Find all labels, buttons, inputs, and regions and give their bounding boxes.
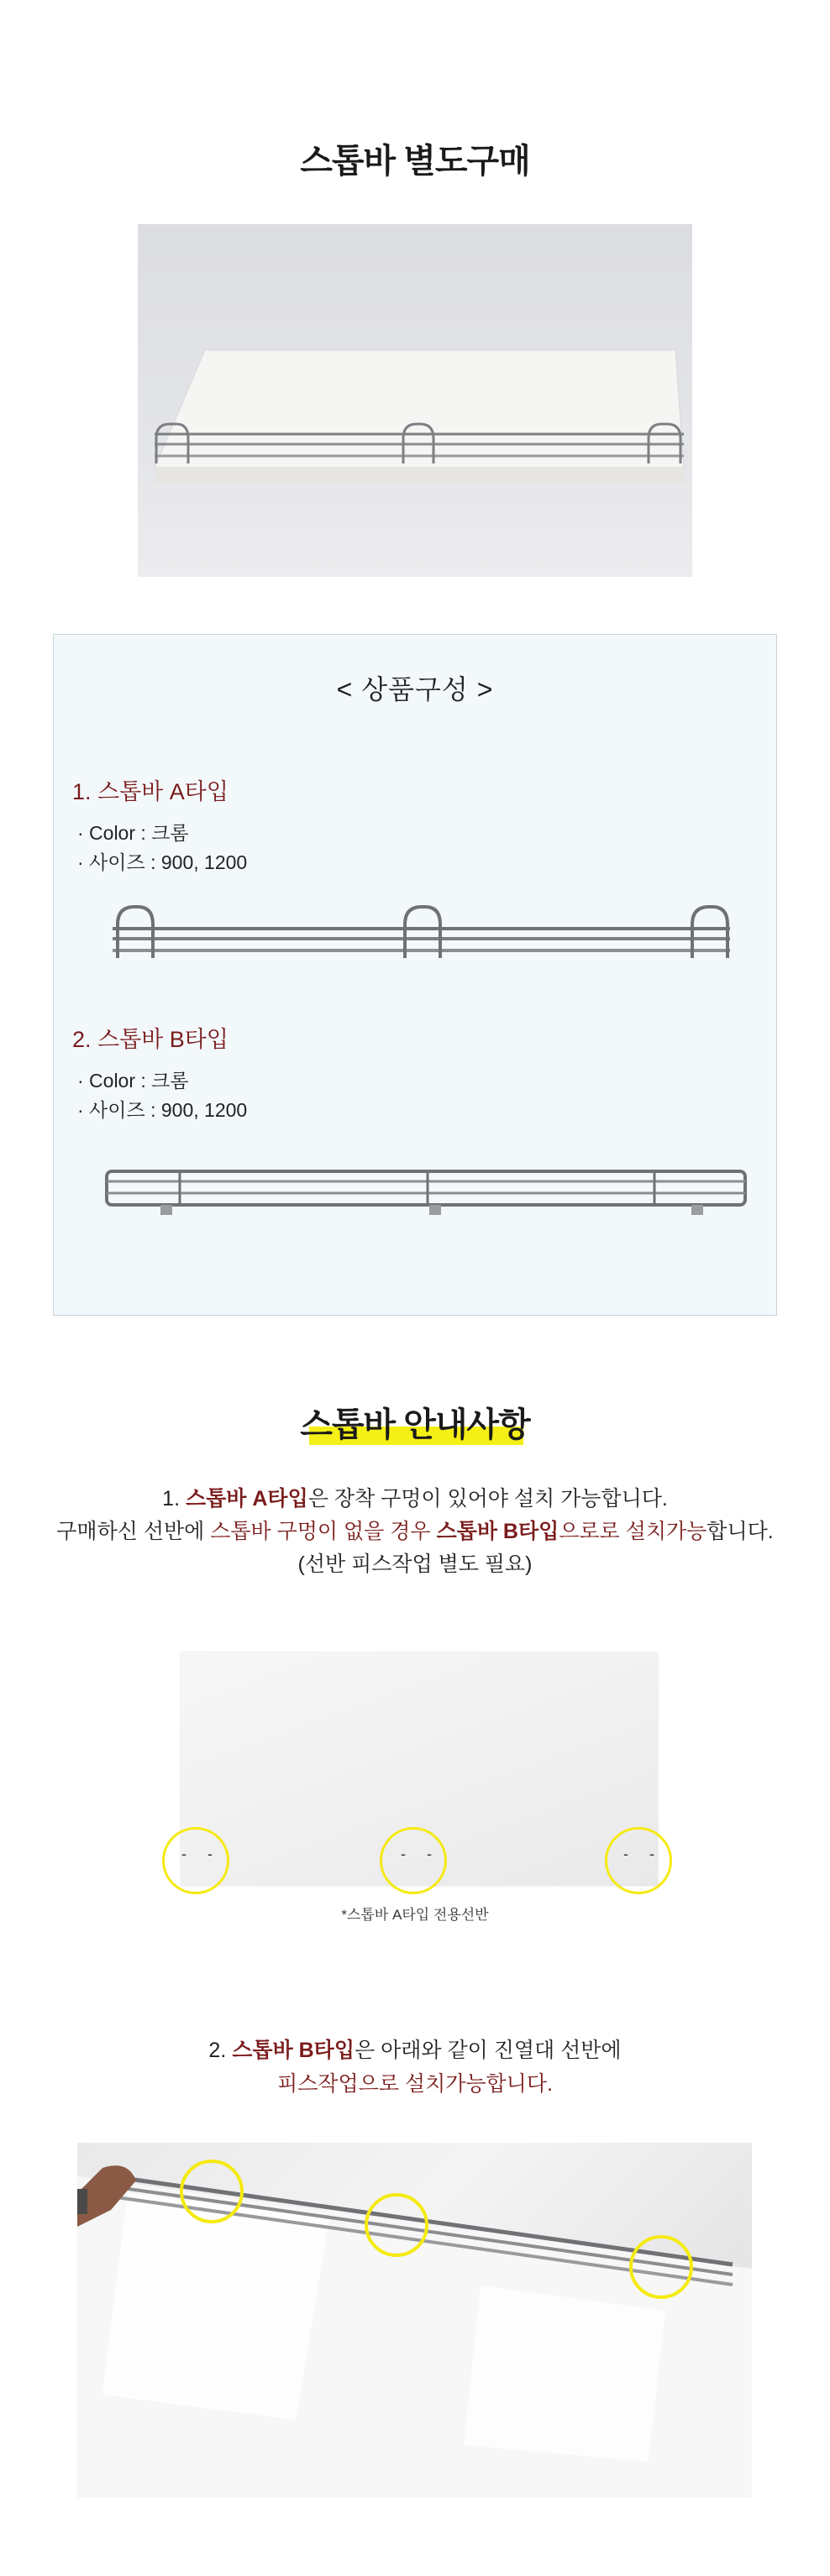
installation-photo: [77, 2143, 752, 2498]
composition-heading: < 상품구성 >: [336, 674, 494, 704]
installation-photo-image: [77, 2143, 752, 2498]
guide-b-line-1-type-b: 스톱바 B타입: [232, 2039, 355, 2062]
guide-line-1: [0, 1482, 830, 1512]
shelf-with-stopbar-image: [138, 224, 692, 577]
guide-line-1-type-a: 스톱바 A타입: [185, 1487, 308, 1511]
guide-b-line-1-prefix: 2.: [208, 2039, 233, 2062]
guide-line-3: (선반 피스작업 별도 필요): [297, 1552, 533, 1576]
guide-line-2-part-d: 으로로 설치가능: [559, 1520, 707, 1543]
stopbar-a-image: [104, 895, 743, 962]
guide-line-1-prefix: 1.: [162, 1487, 186, 1511]
guide-title: 스톱바 안내사항: [300, 1406, 530, 1443]
guide-b-line-1-rest: 은 아래와 같이 진열대 선반에: [354, 2039, 622, 2062]
type-b-size: · 사이즈 : 900, 1200: [77, 1099, 248, 1121]
holes-center: - -: [401, 1846, 440, 1862]
guide-line-2-part-b: 스톱바 구멍이 없을 경우: [210, 1520, 437, 1543]
guide-b-line-1: [0, 2034, 830, 2064]
guide-line-2-part-a: 구매하신 선반에: [56, 1520, 211, 1543]
panel-caption: *스톱바 A타입 전용선반: [341, 1907, 489, 1923]
page-title: 스톱바 별도구매: [300, 143, 530, 180]
type-a-size: · 사이즈 : 900, 1200: [77, 851, 248, 873]
type-b-title: 2. 스톱바 B타입: [72, 1027, 229, 1052]
type-b-color: · Color : 크롬: [77, 1070, 189, 1092]
guide-line-2-type-b: 스톱바 B타입: [436, 1520, 559, 1543]
holes-left: - -: [181, 1846, 221, 1862]
product-composition-box: [53, 634, 777, 1316]
product-photo-shelf: [138, 224, 692, 577]
type-a-title: 1. 스톱바 A타입: [72, 779, 229, 804]
type-a-color: · Color : 크롬: [77, 822, 189, 844]
guide-line-1-rest: 은 장착 구멍이 있어야 설치 가능합니다.: [307, 1487, 668, 1511]
stopbar-b-image: [100, 1160, 755, 1227]
guide-line-2: [0, 1515, 830, 1545]
guide-b-line-2: 피스작업으로 설치가능합니다.: [277, 2072, 553, 2096]
guide-line-2-part-e: 합니다.: [707, 1520, 774, 1543]
guide-title-wrap: [0, 1398, 830, 1448]
holes-right: - -: [623, 1846, 663, 1862]
